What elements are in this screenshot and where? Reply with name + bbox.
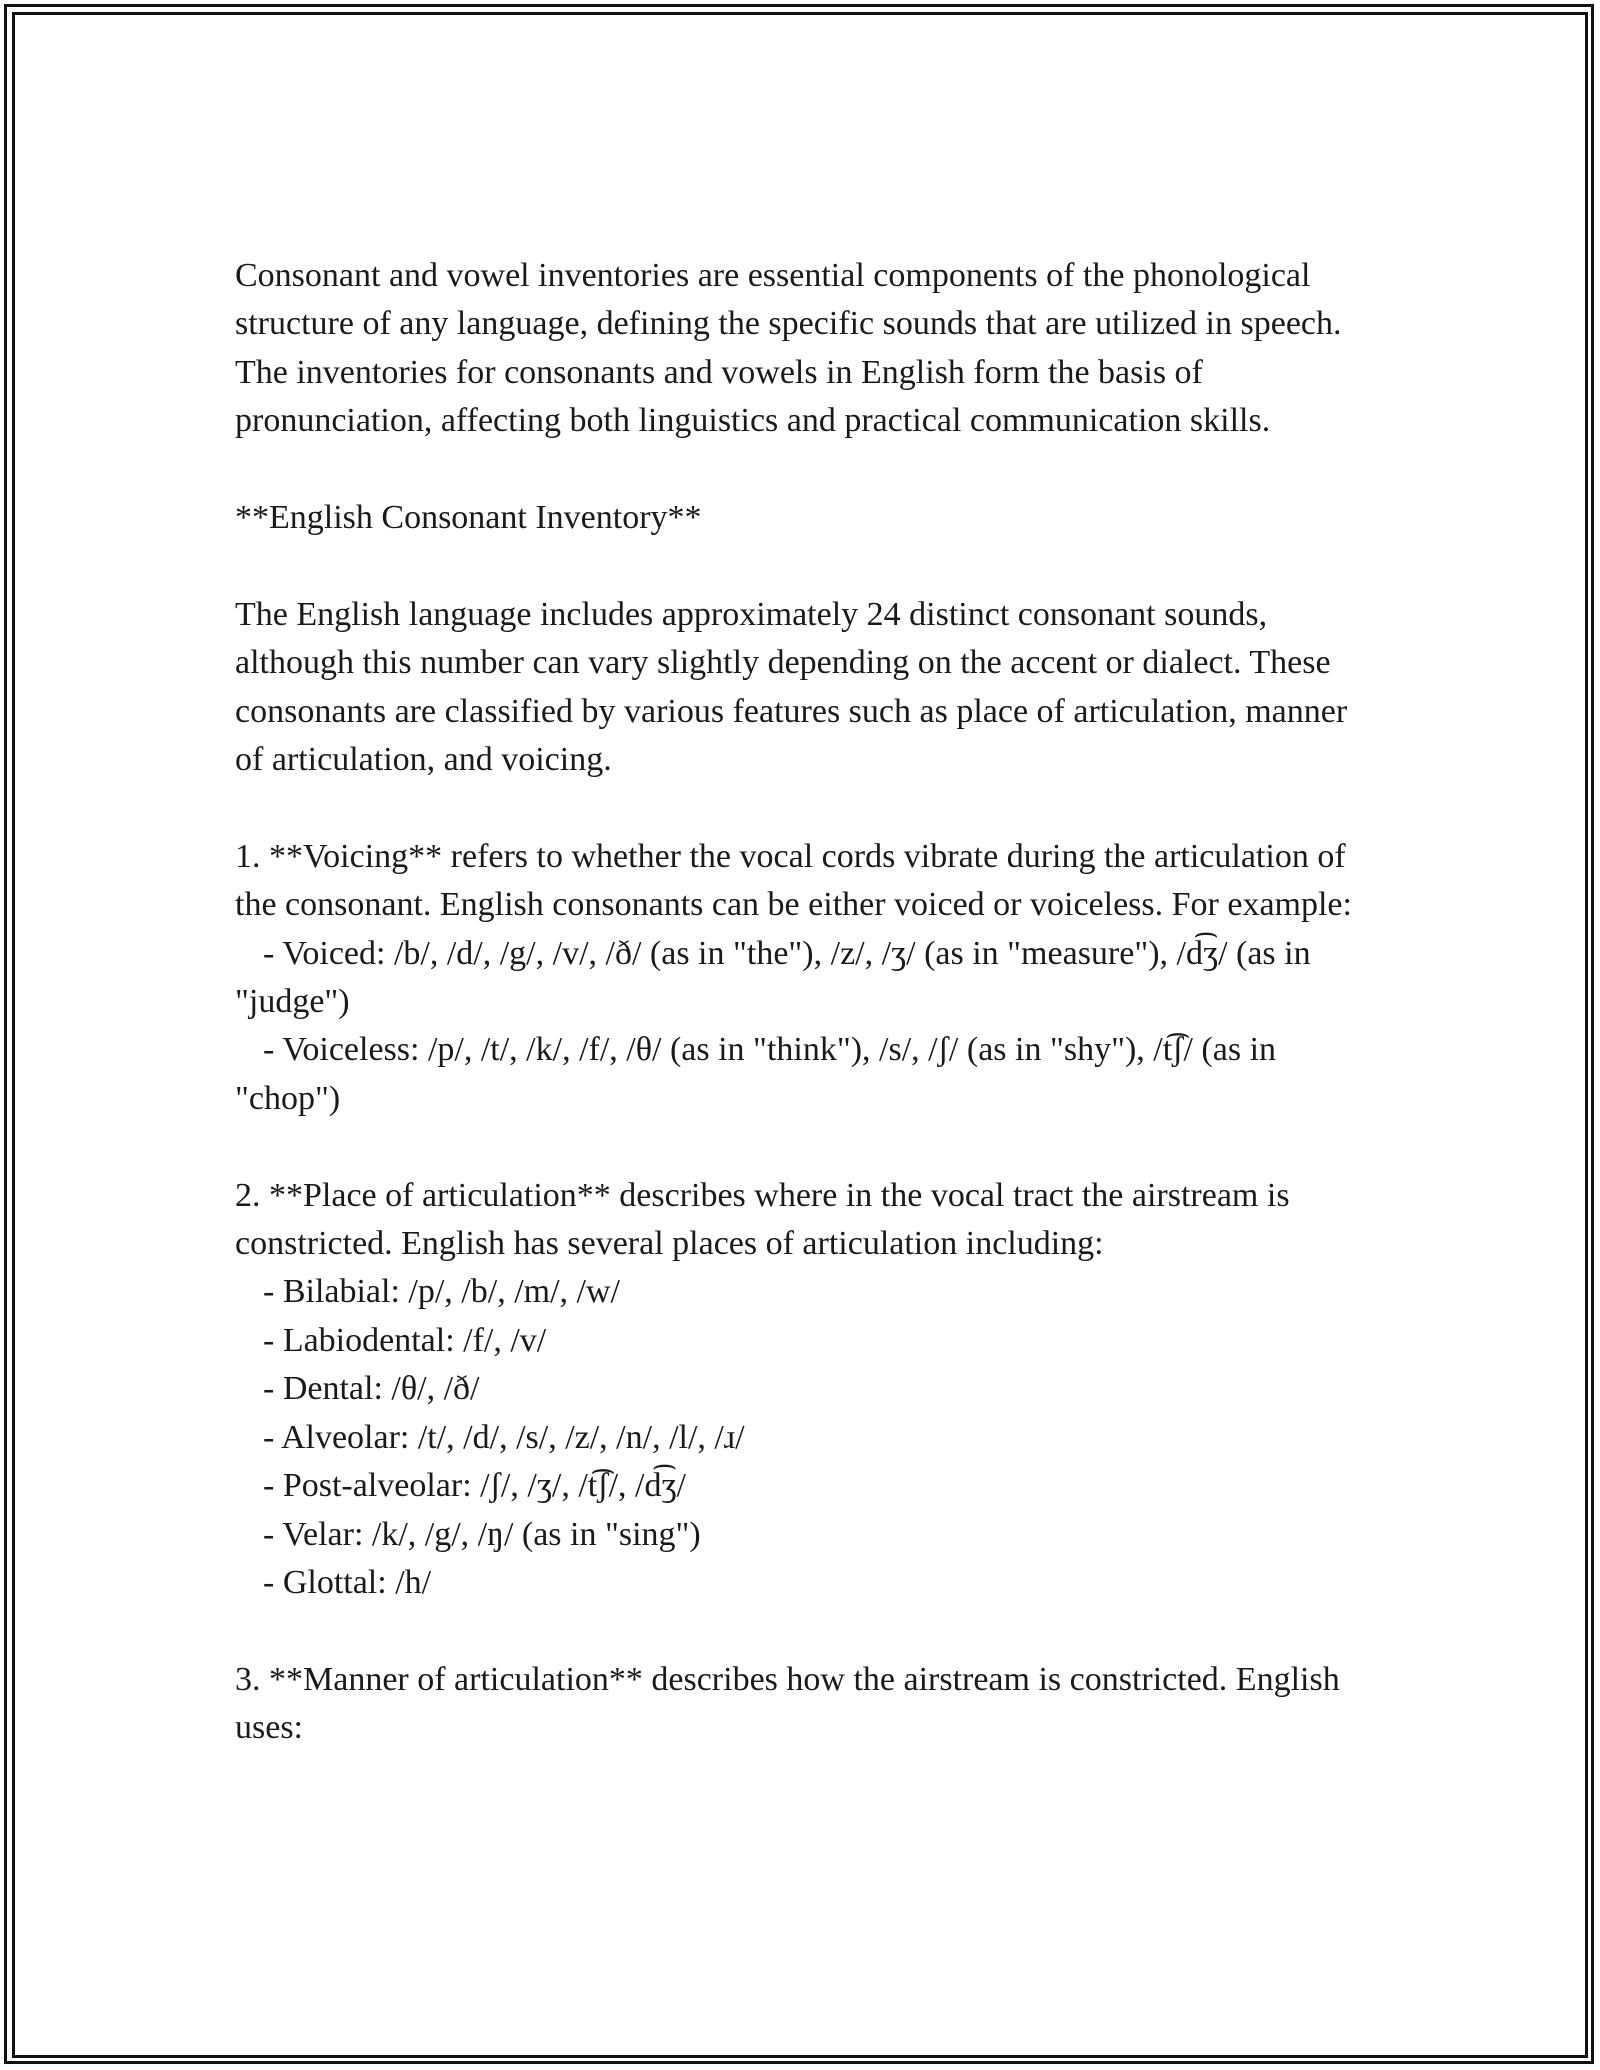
section-heading: **English Consonant Inventory** [235,499,702,537]
voiceless-list-item: - Voiceless: /p/, /t/, /k/, /f/, /θ/ (as in "think"), /s/, /ʃ/ (as in "shy"), /t͡ʃ/ (as in "chop") [235,1031,1277,1117]
place-list-item: - Post-alveolar: /ʃ/, /ʒ/, /t͡ʃ/, /d͡ʒ/ [263,1467,687,1505]
voicing-section [235,833,1375,1123]
place-list-item: - Velar: /k/, /g/, /ŋ/ (as in "sing") [263,1515,701,1553]
place-text: 2. **Place of articulation** describes where in the vocal tract the airstream is constricted. English has several places of articulation including: [235,1176,1290,1263]
document-body [235,252,1375,1801]
voiced-list-item: - Voiced: /b/, /d/, /g/, /v/, /ð/ (as in "the"), /z/, /ʒ/ (as in "measure"), /d͡ʒ/ (as in "judge") [235,934,1311,1021]
place-list-item: - Dental: /θ/, /ð/ [263,1370,480,1408]
voicing-text: 1. **Voicing** refers to whether the vocal cords vibrate during the articulation of the consonant. English consonants can be either voiced or voiceless. For example: [235,837,1352,924]
manner-section [235,1656,1375,1753]
intro-paragraph: Consonant and vowel inventories are essential components of the phonological structure of any language, defining the specific sounds that are utilized in speech. The inventories for consonants and vowels in English form the basis of pronunciation, affecting both linguistics and practical communication skills. [235,257,1342,440]
overview-paragraph: The English language includes approximately 24 distinct consonant sounds, although this number can vary slightly depending on the accent or dialect. These consonants are classified by various features such as place of articulation, manner of articulation, and voicing. [235,595,1348,779]
place-list-item: - Glottal: /h/ [263,1563,432,1601]
place-list-item: - Labiodental: /f/, /v/ [263,1321,547,1359]
place-list-item: - Bilabial: /p/, /b/, /m/, /w/ [263,1273,620,1311]
place-section [235,1172,1375,1608]
manner-text: 3. **Manner of articulation** describes how the airstream is constricted. English uses: [235,1660,1340,1747]
place-list-item: - Alveolar: /t/, /d/, /s/, /z/, /n/, /l/, /ɹ/ [263,1418,745,1456]
